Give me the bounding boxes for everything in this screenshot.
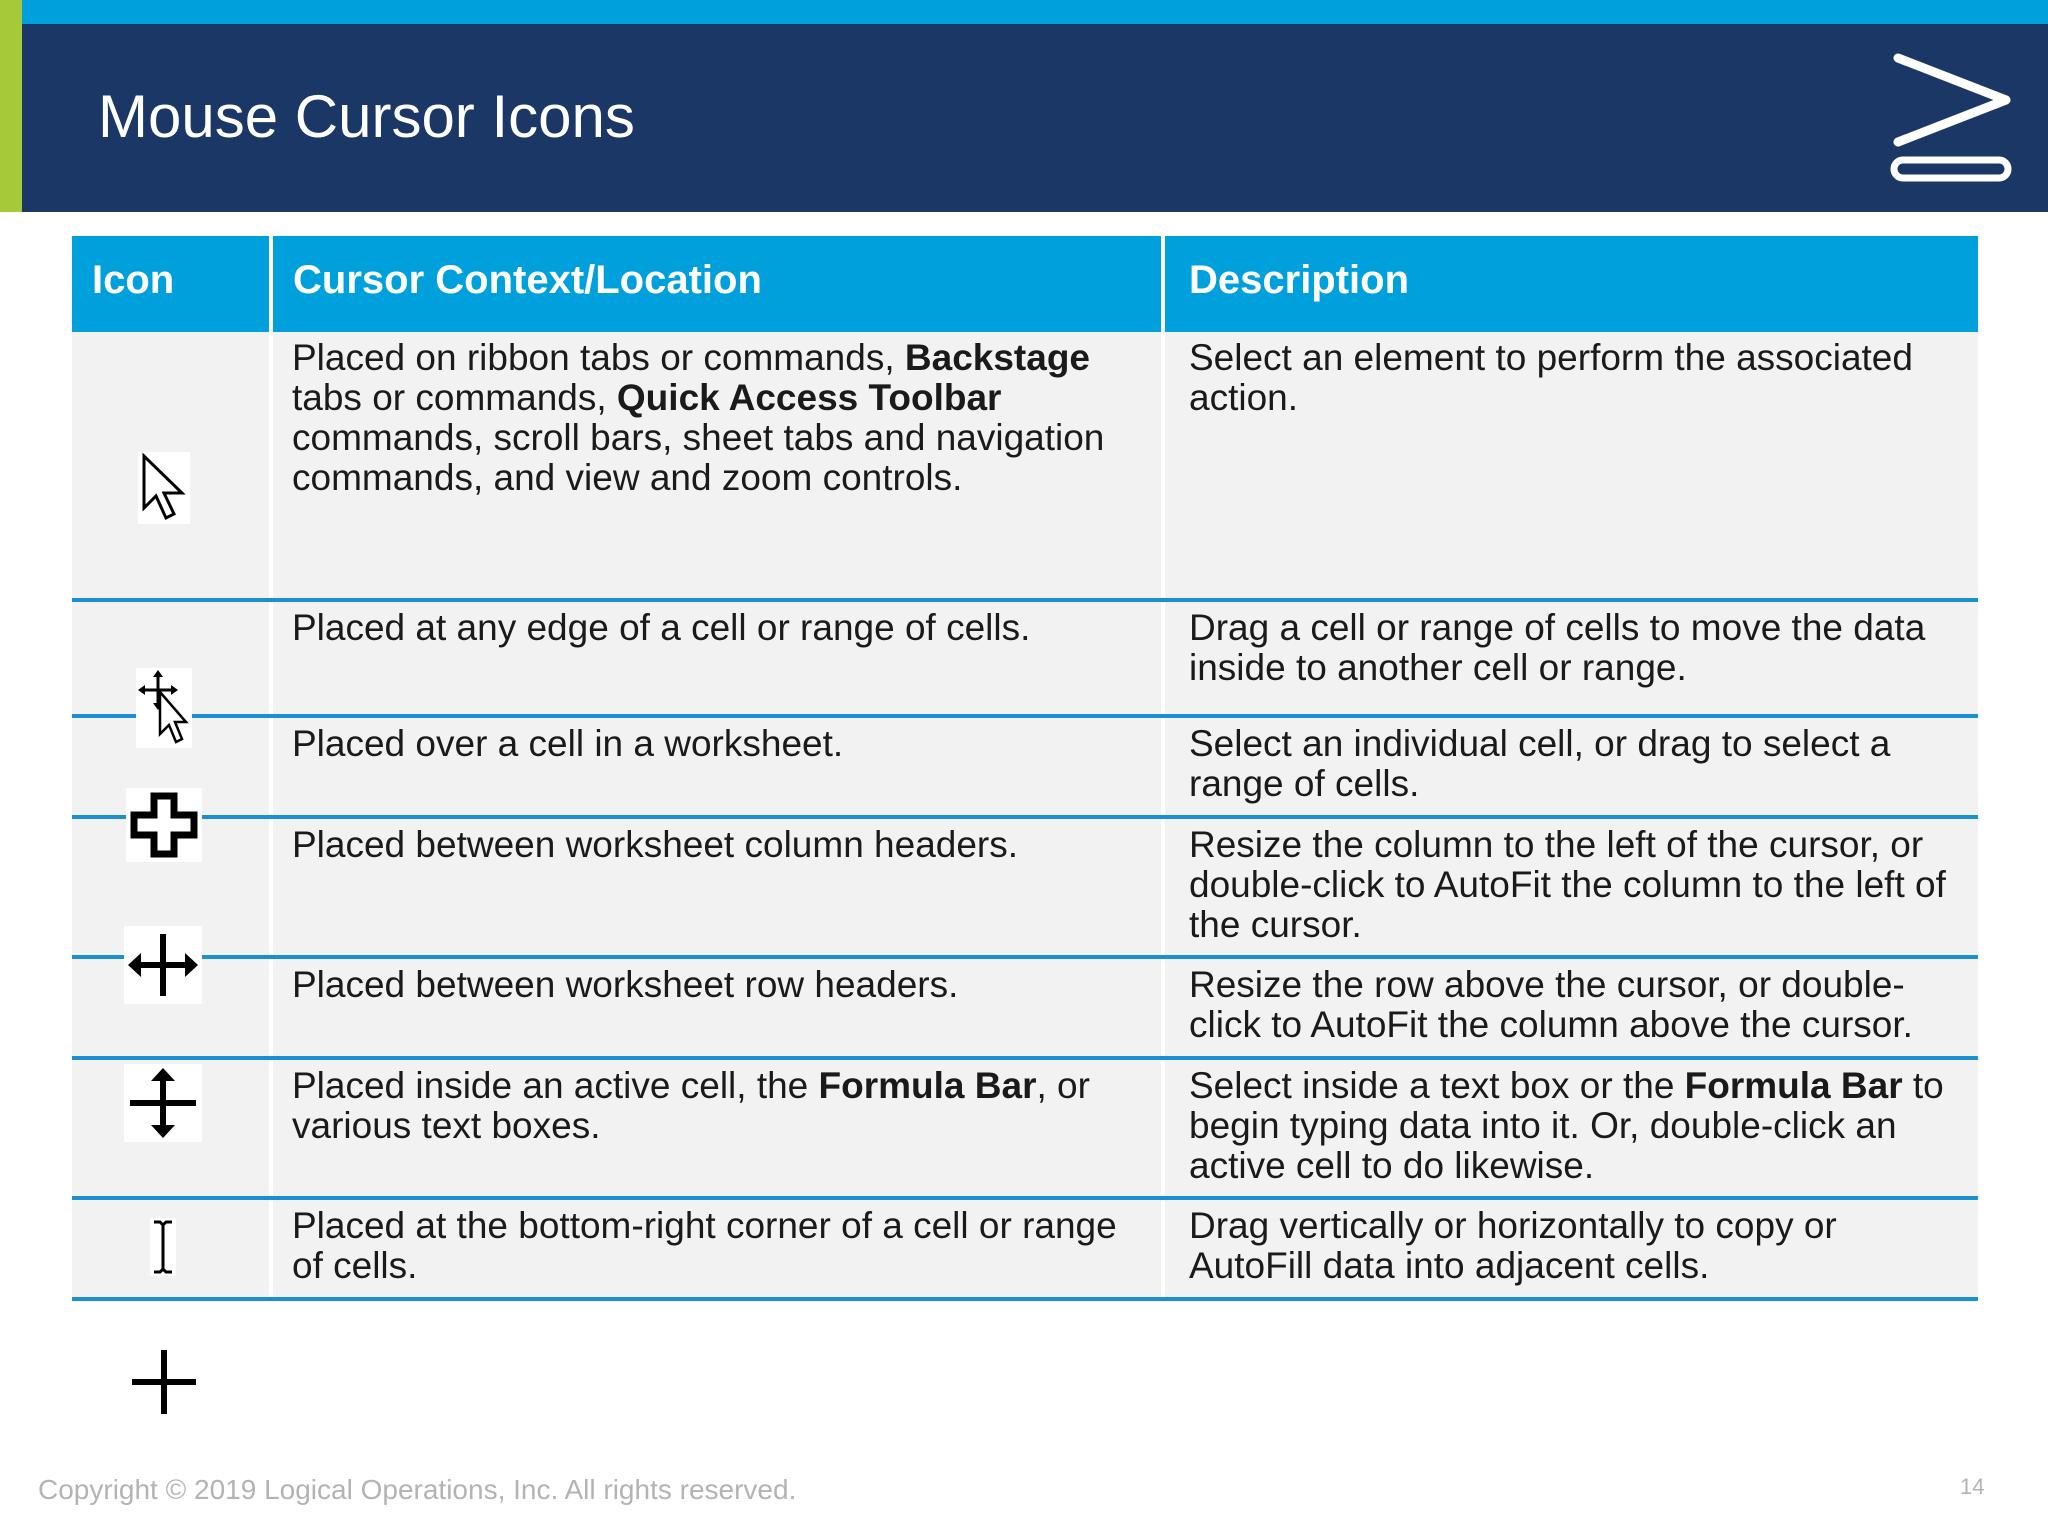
- icon-cell: [72, 1200, 269, 1297]
- header-description: Description: [1165, 236, 1978, 332]
- context-cell: [273, 718, 1161, 815]
- bold-term: Formula Bar: [818, 1065, 1037, 1106]
- text-segment: , or various text boxes.: [292, 1065, 1090, 1146]
- context-cell: [273, 332, 1161, 598]
- bold-term: Quick Access Toolbar: [616, 377, 1002, 418]
- text-segment: Select an element to perform the associated action.: [1189, 337, 1913, 418]
- text-segment: Placed between worksheet row headers.: [292, 964, 959, 1005]
- bold-term: Formula Bar: [1684, 1065, 1903, 1106]
- context-cell: [273, 819, 1161, 955]
- description-cell: [1165, 819, 1978, 955]
- text-segment: Placed between worksheet column headers.: [292, 824, 1019, 865]
- text-segment: Select an individual cell, or drag to select a range of cells.: [1189, 723, 1891, 804]
- table-row: [72, 602, 1978, 718]
- text-segment: Select inside a text box or the: [1189, 1065, 1685, 1106]
- context-cell: [273, 959, 1161, 1056]
- chevron-equals-logo-icon: [1888, 50, 2016, 190]
- table-row: [72, 718, 1978, 819]
- text-segment: Resize the column to the left of the cursor, or double-click to AutoFit the column to the left of the cursor.: [1189, 824, 1946, 945]
- table-row: [72, 1060, 1978, 1200]
- text-segment: commands, scroll bars, sheet tabs and navigation commands, and view and zoom controls.: [292, 417, 1105, 498]
- text-segment: Placed on ribbon tabs or commands,: [292, 337, 905, 378]
- bold-term: Backstage: [904, 337, 1090, 378]
- description-cell: [1165, 959, 1978, 1056]
- text-segment: Drag a cell or range of cells to move the data inside to another cell or range.: [1189, 607, 1926, 688]
- text-segment: to begin typing data into it. Or, double-click an active cell to do likewise.: [1189, 1065, 1944, 1186]
- text-segment: Placed over a cell in a worksheet.: [292, 723, 844, 764]
- table-row: [72, 819, 1978, 959]
- text-segment: tabs or commands,: [292, 377, 617, 418]
- table-row: [72, 1200, 1978, 1301]
- slide-title: Mouse Cursor Icons: [98, 83, 635, 150]
- icon-cell: [72, 959, 269, 1056]
- page-number: 14: [1960, 1474, 1985, 1499]
- table-row: [72, 332, 1978, 602]
- header-green-accent: [0, 0, 22, 212]
- top-accent-bar: [0, 0, 2048, 24]
- description-cell: [1165, 332, 1978, 598]
- icon-cell: [72, 602, 269, 714]
- text-segment: Drag vertically or horizontally to copy or AutoFill data into adjacent cells.: [1189, 1205, 1837, 1286]
- header-context: Cursor Context/Location: [273, 236, 1161, 332]
- table-header-row: [72, 236, 1978, 332]
- copyright-footer: Copyright © 2019 Logical Operations, Inc. All rights reserved.: [38, 1474, 797, 1505]
- description-cell: [1165, 1200, 1978, 1297]
- icon-cell: [72, 332, 269, 598]
- context-cell: [273, 1200, 1161, 1297]
- icon-cell: [72, 819, 269, 955]
- text-segment: Placed inside an active cell, the: [292, 1065, 819, 1106]
- table-row: [72, 959, 1978, 1060]
- description-cell: [1165, 1060, 1978, 1196]
- fill-handle-plus-icon: [128, 1346, 200, 1418]
- context-cell: [273, 602, 1161, 714]
- text-segment: Resize the row above the cursor, or double-click to AutoFit the column above the cursor.: [1189, 964, 1913, 1045]
- icon-cell: [72, 1060, 269, 1196]
- context-cell: [273, 1060, 1161, 1196]
- description-cell: [1165, 718, 1978, 815]
- table-body: [72, 332, 1978, 1301]
- icon-cell: [72, 718, 269, 815]
- cursor-icons-table: [72, 236, 1978, 1301]
- description-cell: [1165, 602, 1978, 714]
- header-icon: Icon: [72, 236, 269, 332]
- text-segment: Placed at the bottom-right corner of a cell or range of cells.: [292, 1205, 1117, 1286]
- text-segment: Placed at any edge of a cell or range of cells.: [292, 607, 1031, 648]
